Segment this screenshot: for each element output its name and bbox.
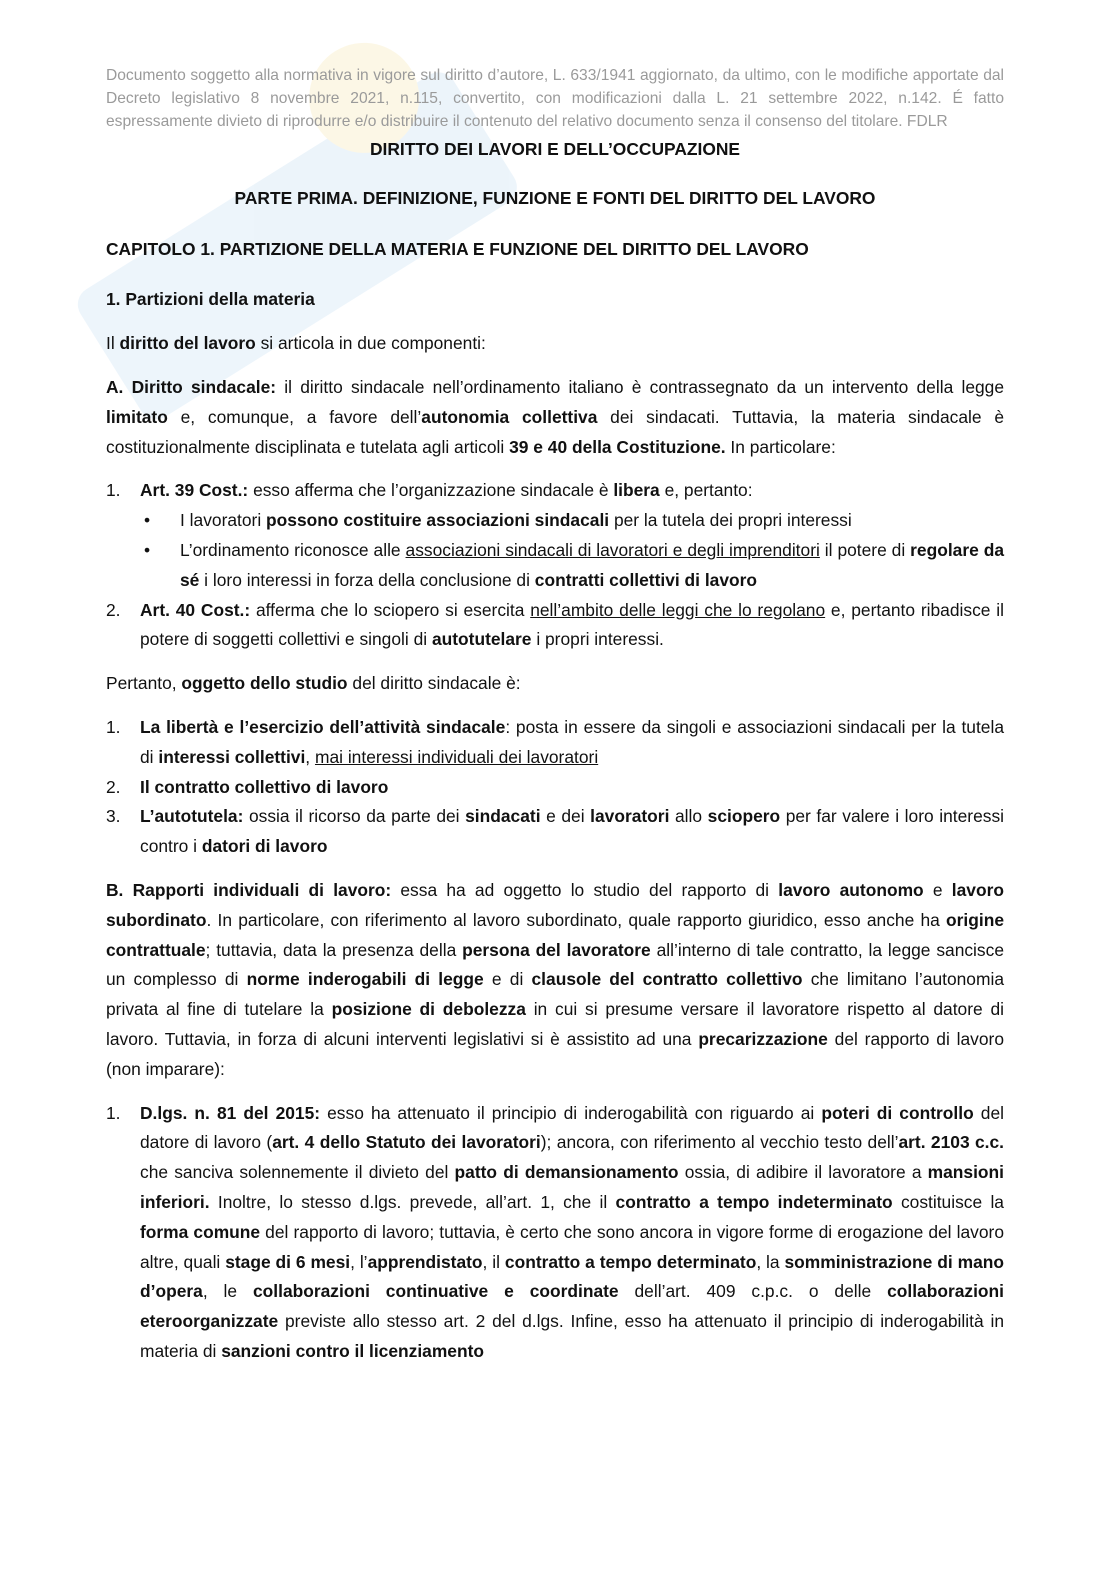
sub-list [140, 506, 1004, 595]
paragraph-diritto-sindacale: A. Diritto sindacale: il diritto sindacale nell’ordinamento italiano è contrassegnato da un intervento della legge limitato e, comunque, a favore dell’autonomia collettiva dei sindacati. Tuttavia, la materia sindacale è costituzionalmente disciplinata e tutelata agli articoli 39 e 40 della Costituzione. In particolare: [106, 376, 1005, 457]
list-oggetto-studio [106, 713, 1004, 862]
document-title: DIRITTO DEI LAVORI E DELL’OCCUPAZIONE [369, 139, 741, 159]
list-item: • L’ordinamento riconosce alle associazioni sindacali di lavoratori e degli imprenditori il potere di regolare da sé i loro interessi in forza della conclusione di contratti collettivi di lavoro [144, 539, 1005, 590]
list-item: 2. Art. 40 Cost.: afferma che lo sciopero si esercita nell’ambito delle leggi che lo regolano e, pertanto ribadisce il potere di soggetti collettivi e singoli di autotutelare i propri interessi. [106, 599, 1004, 650]
list-item: 2. Il contratto collettivo di lavoro [106, 776, 389, 797]
list-item: • I lavoratori possono costituire associazioni sindacali per la tutela dei propri interessi [144, 510, 852, 531]
intro-paragraph: Il diritto del lavoro si articola in due componenti: [106, 333, 486, 354]
list-item: 1. Art. 39 Cost.: esso afferma che l’organizzazione sindacale è libera e, pertanto: • I lavoratori possono costituire associazioni sindacali per la tutela dei propri interessi • L’ordinamento riconosce alle associazioni sindacali di lavoratori e degli imprenditori il potere di regolare da sé i loro interessi in forza della conclusione di contratti collettivi di lavoro [106, 476, 1004, 595]
section-title: 1. Partizioni della materia [106, 289, 315, 310]
list-item: 1. D.lgs. n. 81 del 2015: esso ha attenuato il principio di inderogabilità con riguardo ai poteri di controllo del datore di lavoro (art. 4 dello Statuto dei lavoratori); ancora, con riferimento al vecchio testo dell’art. 2103 c.c. che sanciva solennemente il divieto del patto di demansionamento ossia, di adibire il lavoratore a mansioni inferiori. Inoltre, lo stesso d.lgs. prevede, all’art. 1, che il contratto a tempo indeterminato costituisce la forma comune del rapporto di lavoro; tuttavia, è certo che sono ancora in vigore forme di erogazione del lavoro altre, quali stage di 6 mesi, l’apprendistato, il contratto a tempo determinato, la somministrazione di mano d’opera, le collaborazioni continuative e coordinate dell’art. 409 c.p.c. o delle collaborazioni eteroorganizzate previste allo stesso art. 2 del d.lgs. Infine, esso ha attenuato il principio di inderogabilità in materia di sanzioni contro il licenziamento [106, 1102, 1005, 1361]
paragraph-rapporti-individuali: B. Rapporti individuali di lavoro: essa ha ad oggetto lo studio del rapporto di lavoro autonomo e lavoro subordinato. In particolare, con riferimento al lavoro subordinato, quale rapporto giuridico, esso anche ha origine contrattuale; tuttavia, data la presenza della persona del lavoratore all’interno di tale contratto, la legge sancisce un complesso di norme inderogabili di legge e di clausole del contratto collettivo che limitano l’autonomia privata al fine di tutelare la posizione di debolezza in cui si presume versare il lavoratore rispetto al datore di lavoro. Tuttavia, in forza di alcuni interventi legislativi si è assistito ad una precarizzazione del rapporto di lavoro (non imparare): [106, 879, 1005, 1079]
chapter-title: CAPITOLO 1. PARTIZIONE DELLA MATERIA E FUNZIONE DEL DIRITTO DEL LAVORO [106, 238, 809, 259]
part-title: PARTE PRIMA. DEFINIZIONE, FUNZIONE E FONTI DEL DIRITTO DEL LAVORO [234, 187, 876, 208]
document-page [106, 64, 1004, 1367]
list-interventi-legislativi [106, 1099, 1004, 1367]
copyright-disclaimer: Documento soggetto alla normativa in vigore sul diritto d’autore, L. 633/1941 aggiornato, da ultimo, con le modifiche apportate dal Decreto legislativo 8 novembre 2021, n.115, convertito, con modificazioni dalla L. 21 settembre 2022, n.142. É fatto espressamente divieto di riprodurre e/o distribuire il contenuto del relativo documento senza il consenso del titolare. FDLR [106, 67, 1004, 130]
list-item: 3. L’autotutela: ossia il ricorso da parte dei sindacati e dei lavoratori allo sciopero per far valere i loro interessi contro i datori di lavoro [106, 806, 1005, 857]
list-item: 1. La libertà e l’esercizio dell’attività sindacale: posta in essere da singoli e associazioni sindacali per la tutela di interessi collettivi, mai interessi individuali dei lavoratori [106, 716, 1005, 767]
list-articoli-costituzione [106, 476, 1004, 655]
paragraph-oggetto-studio: Pertanto, oggetto dello studio del diritto sindacale è: [106, 673, 521, 694]
